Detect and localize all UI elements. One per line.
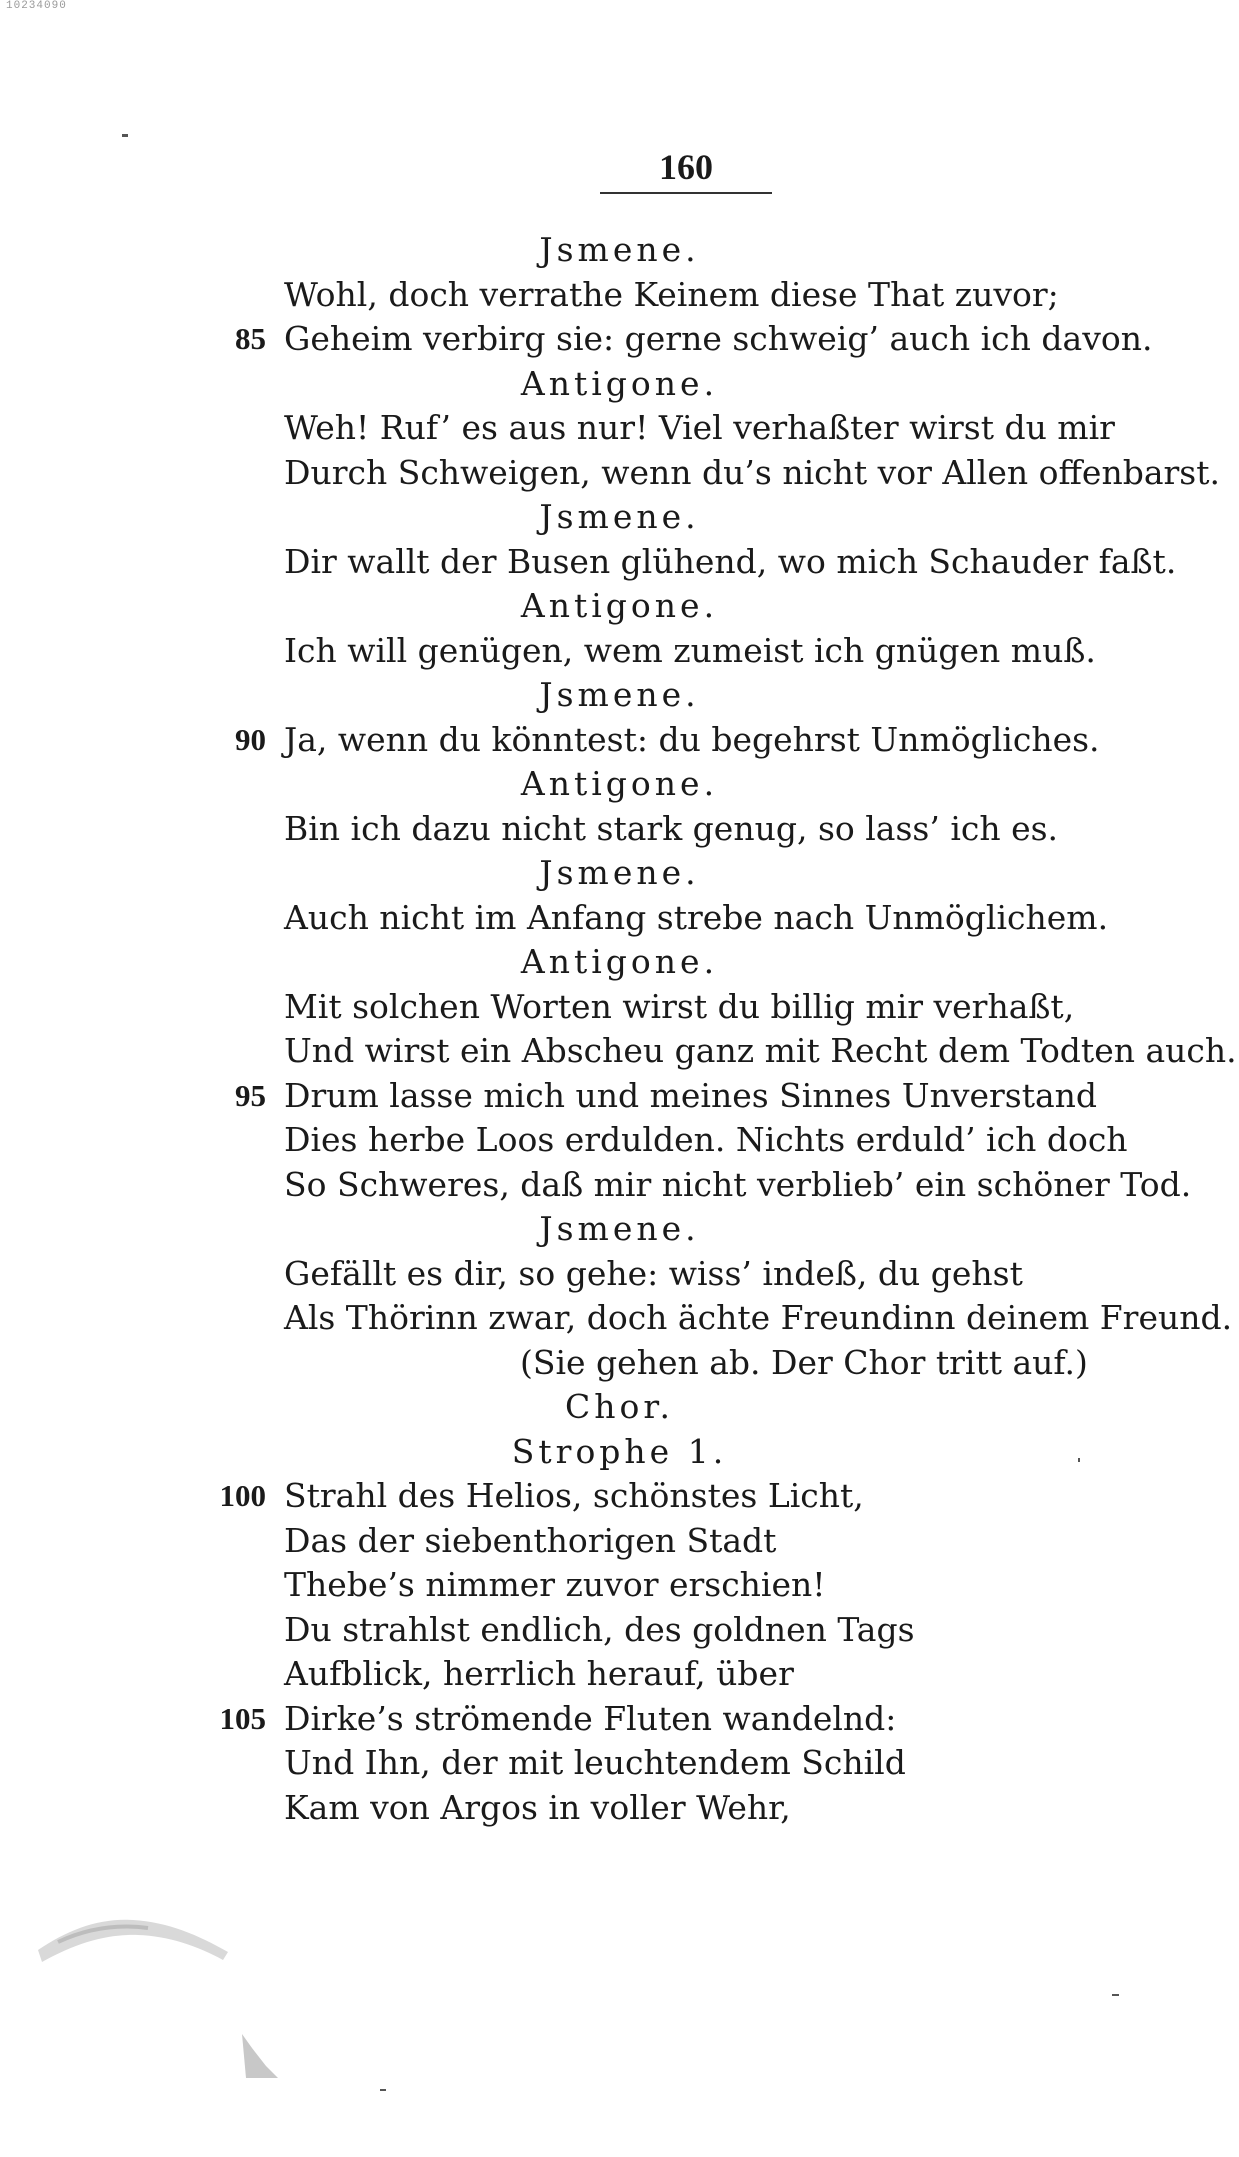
line-number: 85 <box>235 321 266 356</box>
stage-direction: (Sie gehen ab. Der Chor tritt auf.) <box>520 1343 1088 1382</box>
speaker-heading: Antigone. <box>520 942 719 981</box>
verse-line: Dir wallt der Busen glühend, wo mich Schauder faßt. <box>284 542 1177 581</box>
page-number-rule <box>600 192 772 194</box>
page-number: 160 <box>659 147 713 187</box>
verse-line: Weh! Ruf’ es aus nur! Viel verhaßter wirst du mir <box>284 408 1115 447</box>
speaker-heading: Antigone. <box>520 764 719 803</box>
verse-line: Durch Schweigen, wenn du’s nicht vor Allen offenbarst. <box>284 453 1220 492</box>
line-number: 100 <box>219 1478 266 1513</box>
speaker-heading: Antigone. <box>520 364 719 403</box>
line-number: 95 <box>235 1078 266 1113</box>
library-stamp: 10234090 <box>6 0 67 12</box>
verse-line: Aufblick, herrlich herauf, über <box>284 1654 794 1693</box>
verse-line: Dies herbe Loos erdulden. Nichts erduld’ ich doch <box>284 1120 1128 1159</box>
speaker-heading: Jsmene. <box>539 853 700 892</box>
verse-line: Und Ihn, der mit leuchtendem Schild <box>284 1743 906 1782</box>
verse-line: Wohl, doch verrathe Keinem diese That zuvor; <box>284 275 1059 314</box>
stray-mark <box>380 2089 386 2091</box>
verse-line: Drum lasse mich und meines Sinnes Unverstand <box>284 1076 1098 1115</box>
verse-line: Und wirst ein Abscheu ganz mit Recht dem Todten auch. <box>284 1031 1237 1070</box>
speaker-heading: Jsmene. <box>539 230 700 269</box>
speaker-heading: Strophe 1. <box>511 1432 728 1471</box>
verse-line: Mit solchen Worten wirst du billig mir verhaßt, <box>284 987 1075 1026</box>
verse-line: Auch nicht im Anfang strebe nach Unmöglichem. <box>284 898 1109 937</box>
speaker-heading: Jsmene. <box>539 1209 700 1248</box>
paper-damage-blot <box>38 1880 238 1970</box>
speaker-heading: Jsmene. <box>539 497 700 536</box>
verse-line: Geheim verbirg sie: gerne schweig’ auch ich davon. <box>284 319 1153 358</box>
verse-line: Als Thörinn zwar, doch ächte Freundinn deinem Freund. <box>284 1298 1233 1337</box>
verse-line: Bin ich dazu nicht stark genug, so lass’ ich es. <box>284 809 1059 848</box>
speaker-heading: Jsmene. <box>539 675 700 714</box>
verse-line: Das der siebenthorigen Stadt <box>284 1521 777 1560</box>
verse-line: Ja, wenn du könntest: du begehrst Unmögliches. <box>284 720 1100 759</box>
verse-line: Strahl des Helios, schönstes Licht, <box>284 1476 864 1515</box>
speaker-heading: Antigone. <box>520 586 719 625</box>
paper-damage-mark <box>238 2030 288 2085</box>
verse-line: Gefällt es dir, so gehe: wiss’ indeß, du gehst <box>284 1254 1023 1293</box>
stray-mark <box>1078 1458 1080 1462</box>
verse-line: So Schweres, daß mir nicht verblieb’ ein schöner Tod. <box>284 1165 1192 1204</box>
verse-line: Ich will genügen, wem zumeist ich gnügen muß. <box>284 631 1096 670</box>
stray-mark <box>122 134 128 137</box>
line-number: 90 <box>235 722 266 757</box>
verse-line: Thebe’s nimmer zuvor erschien! <box>284 1565 826 1604</box>
speaker-heading: Chor. <box>564 1387 674 1426</box>
line-number: 105 <box>219 1701 266 1736</box>
verse-line: Du strahlst endlich, des goldnen Tags <box>284 1610 915 1649</box>
stray-mark <box>1112 1994 1119 1996</box>
verse-line: Kam von Argos in voller Wehr, <box>284 1788 791 1827</box>
verse-line: Dirke’s strömende Fluten wandelnd: <box>284 1699 897 1738</box>
